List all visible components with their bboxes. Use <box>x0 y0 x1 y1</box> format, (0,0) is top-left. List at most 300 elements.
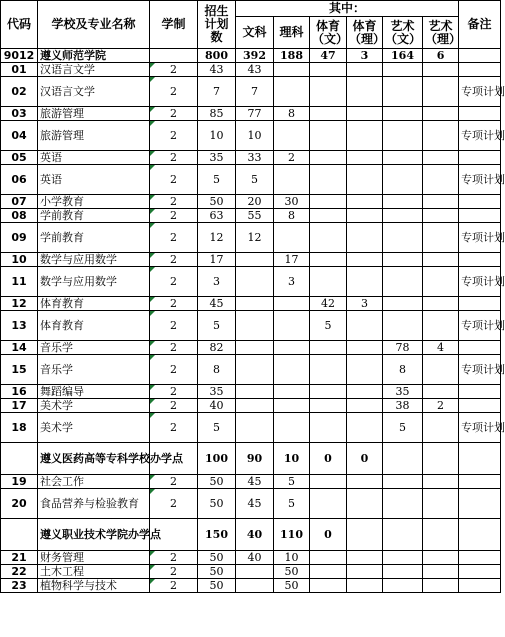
code-cell: 02 <box>1 77 38 107</box>
yishu-li-cell <box>423 579 459 593</box>
tiyu-wen-cell <box>310 165 347 195</box>
yishu-wen-cell <box>383 475 423 489</box>
code-cell: 09 <box>1 223 38 253</box>
like-cell: 3 <box>274 267 310 297</box>
yishu-wen-cell <box>383 551 423 565</box>
header-school-major: 学校及专业名称 <box>38 1 150 49</box>
tiyu-li-cell: 3 <box>347 297 383 311</box>
plan-cell: 8 <box>198 355 236 385</box>
header-code: 代码 <box>1 1 38 49</box>
yishu-li-cell: 4 <box>423 341 459 355</box>
name-cell: 美术学 <box>38 413 150 443</box>
like-cell: 30 <box>274 195 310 209</box>
name-cell: 英语 <box>38 165 150 195</box>
header-yishu-wen: 艺术（文） <box>383 17 423 49</box>
table-row <box>1 151 501 165</box>
plan-cell: 45 <box>198 297 236 311</box>
yishu-li-cell <box>423 297 459 311</box>
yishu-li-cell <box>423 63 459 77</box>
wenke-cell <box>236 413 274 443</box>
name-cell: 遵义医药高等专科学校办学点 <box>38 443 150 475</box>
name-cell: 体育教育 <box>38 297 150 311</box>
name-cell: 舞蹈编导 <box>38 385 150 399</box>
yishu-wen-cell: 164 <box>383 49 423 63</box>
name-cell: 食品营养与检验教育 <box>38 489 150 519</box>
plan-cell: 50 <box>198 579 236 593</box>
tiyu-wen-cell <box>310 413 347 443</box>
duration-cell: 2 <box>150 77 198 107</box>
tiyu-li-cell <box>347 355 383 385</box>
table-row <box>1 77 501 107</box>
code-cell: 11 <box>1 267 38 297</box>
name-cell: 体育教育 <box>38 311 150 341</box>
tiyu-wen-cell <box>310 209 347 223</box>
code-cell: 13 <box>1 311 38 341</box>
duration-cell: 2 <box>150 165 198 195</box>
code-cell <box>1 443 38 475</box>
like-cell: 8 <box>274 209 310 223</box>
code-cell: 01 <box>1 63 38 77</box>
header-among: 其中： <box>236 1 459 17</box>
like-cell <box>274 355 310 385</box>
table-row <box>1 253 501 267</box>
wenke-cell: 43 <box>236 63 274 77</box>
plan-cell: 17 <box>198 253 236 267</box>
tiyu-wen-cell <box>310 579 347 593</box>
yishu-li-cell <box>423 77 459 107</box>
yishu-li-cell <box>423 223 459 253</box>
duration-cell: 2 <box>150 311 198 341</box>
tiyu-li-cell <box>347 311 383 341</box>
name-cell: 社会工作 <box>38 475 150 489</box>
remark-cell: 专项计划 <box>459 223 501 253</box>
remark-cell: 专项计划 <box>459 311 501 341</box>
remark-cell <box>459 107 501 121</box>
tiyu-wen-cell <box>310 565 347 579</box>
code-cell: 22 <box>1 565 38 579</box>
yishu-li-cell <box>423 385 459 399</box>
yishu-li-cell <box>423 311 459 341</box>
yishu-li-cell <box>423 151 459 165</box>
duration-cell: 2 <box>150 551 198 565</box>
plan-cell: 50 <box>198 551 236 565</box>
table-row <box>1 311 501 341</box>
yishu-li-cell <box>423 413 459 443</box>
yishu-wen-cell <box>383 63 423 77</box>
code-cell: 07 <box>1 195 38 209</box>
tiyu-li-cell <box>347 475 383 489</box>
code-cell: 19 <box>1 475 38 489</box>
name-cell: 美术学 <box>38 399 150 413</box>
remark-cell: 专项计划 <box>459 165 501 195</box>
name-cell: 英语 <box>38 151 150 165</box>
yishu-wen-cell <box>383 195 423 209</box>
like-cell: 17 <box>274 253 310 267</box>
yishu-li-cell <box>423 165 459 195</box>
name-cell: 植物科学与技术 <box>38 579 150 593</box>
remark-cell <box>459 579 501 593</box>
plan-cell: 35 <box>198 385 236 399</box>
name-cell: 汉语言文学 <box>38 63 150 77</box>
tiyu-li-cell <box>347 489 383 519</box>
plan-cell: 5 <box>198 311 236 341</box>
like-cell: 50 <box>274 565 310 579</box>
tiyu-li-cell <box>347 209 383 223</box>
tiyu-li-cell <box>347 165 383 195</box>
plan-cell: 5 <box>198 165 236 195</box>
yishu-wen-cell <box>383 151 423 165</box>
school-row <box>1 49 501 63</box>
duration-cell: 2 <box>150 151 198 165</box>
yishu-li-cell: 2 <box>423 399 459 413</box>
table-row <box>1 489 501 519</box>
like-cell: 5 <box>274 489 310 519</box>
yishu-li-cell <box>423 489 459 519</box>
duration-cell: 2 <box>150 489 198 519</box>
yishu-wen-cell <box>383 311 423 341</box>
table-row <box>1 223 501 253</box>
tiyu-li-cell <box>347 63 383 77</box>
tiyu-wen-cell: 47 <box>310 49 347 63</box>
like-cell <box>274 413 310 443</box>
name-cell: 旅游管理 <box>38 107 150 121</box>
wenke-cell <box>236 565 274 579</box>
remark-cell <box>459 551 501 565</box>
remark-cell <box>459 195 501 209</box>
remark-cell <box>459 49 501 63</box>
duration-cell: 2 <box>150 267 198 297</box>
wenke-cell <box>236 341 274 355</box>
tiyu-wen-cell <box>310 551 347 565</box>
yishu-wen-cell <box>383 209 423 223</box>
table-row <box>1 63 501 77</box>
code-cell: 08 <box>1 209 38 223</box>
table-body <box>1 49 505 593</box>
duration-cell: 2 <box>150 223 198 253</box>
like-cell: 110 <box>274 519 310 551</box>
name-cell: 财务管理 <box>38 551 150 565</box>
yishu-wen-cell <box>383 267 423 297</box>
duration-cell: 2 <box>150 121 198 151</box>
name-cell: 汉语言文学 <box>38 77 150 107</box>
tiyu-li-cell <box>347 107 383 121</box>
duration-cell: 2 <box>150 297 198 311</box>
yishu-wen-cell <box>383 579 423 593</box>
code-cell: 12 <box>1 297 38 311</box>
code-cell: 20 <box>1 489 38 519</box>
yishu-wen-cell <box>383 77 423 107</box>
tiyu-li-cell <box>347 223 383 253</box>
duration-cell: 2 <box>150 399 198 413</box>
tiyu-li-cell <box>347 77 383 107</box>
remark-cell <box>459 519 501 551</box>
tiyu-wen-cell <box>310 63 347 77</box>
header-like: 理科 <box>274 17 310 49</box>
duration-cell: 2 <box>150 385 198 399</box>
code-cell: 21 <box>1 551 38 565</box>
plan-cell: 82 <box>198 341 236 355</box>
name-cell: 数学与应用数学 <box>38 267 150 297</box>
yishu-wen-cell: 35 <box>383 385 423 399</box>
like-cell: 50 <box>274 579 310 593</box>
like-cell <box>274 165 310 195</box>
like-cell: 10 <box>274 443 310 475</box>
yishu-wen-cell <box>383 565 423 579</box>
code-cell <box>1 519 38 551</box>
tiyu-li-cell: 3 <box>347 49 383 63</box>
header-wenke: 文科 <box>236 17 274 49</box>
wenke-cell: 392 <box>236 49 274 63</box>
table-header <box>1 1 501 49</box>
yishu-wen-cell <box>383 107 423 121</box>
tiyu-wen-cell: 0 <box>310 443 347 475</box>
remark-cell <box>459 253 501 267</box>
like-cell <box>274 399 310 413</box>
remark-cell: 专项计划 <box>459 355 501 385</box>
tiyu-li-cell <box>347 385 383 399</box>
code-cell: 16 <box>1 385 38 399</box>
remark-cell <box>459 475 501 489</box>
tiyu-wen-cell <box>310 223 347 253</box>
plan-cell: 43 <box>198 63 236 77</box>
tiyu-wen-cell <box>310 195 347 209</box>
header-yishu-li: 艺术（理） <box>423 17 459 49</box>
plan-cell: 50 <box>198 489 236 519</box>
tiyu-wen-cell <box>310 77 347 107</box>
plan-cell: 40 <box>198 399 236 413</box>
table-row <box>1 355 501 385</box>
plan-cell: 7 <box>198 77 236 107</box>
like-cell: 5 <box>274 475 310 489</box>
tiyu-wen-cell: 5 <box>310 311 347 341</box>
wenke-cell: 77 <box>236 107 274 121</box>
tiyu-wen-cell <box>310 355 347 385</box>
yishu-wen-cell: 38 <box>383 399 423 413</box>
remark-cell: 专项计划 <box>459 267 501 297</box>
yishu-wen-cell: 78 <box>383 341 423 355</box>
code-cell: 14 <box>1 341 38 355</box>
duration-cell: 2 <box>150 413 198 443</box>
code-cell: 9012 <box>1 49 38 63</box>
wenke-cell: 10 <box>236 121 274 151</box>
like-cell <box>274 77 310 107</box>
remark-cell: 专项计划 <box>459 77 501 107</box>
yishu-wen-cell <box>383 253 423 267</box>
remark-cell <box>459 399 501 413</box>
wenke-cell <box>236 385 274 399</box>
wenke-cell: 55 <box>236 209 274 223</box>
name-cell: 音乐学 <box>38 341 150 355</box>
remark-cell <box>459 341 501 355</box>
code-cell: 06 <box>1 165 38 195</box>
tiyu-li-cell <box>347 519 383 551</box>
plan-cell: 50 <box>198 195 236 209</box>
wenke-cell: 45 <box>236 489 274 519</box>
table-row <box>1 165 501 195</box>
wenke-cell: 7 <box>236 77 274 107</box>
wenke-cell: 12 <box>236 223 274 253</box>
table-row <box>1 195 501 209</box>
duration-cell: 2 <box>150 253 198 267</box>
remark-cell <box>459 385 501 399</box>
duration-cell: 2 <box>150 107 198 121</box>
wenke-cell <box>236 253 274 267</box>
like-cell: 188 <box>274 49 310 63</box>
plan-cell: 50 <box>198 565 236 579</box>
code-cell: 03 <box>1 107 38 121</box>
name-cell: 土木工程 <box>38 565 150 579</box>
yishu-wen-cell <box>383 489 423 519</box>
remark-cell <box>459 209 501 223</box>
name-cell: 遵义师范学院 <box>38 49 150 63</box>
tiyu-wen-cell <box>310 253 347 267</box>
like-cell <box>274 121 310 151</box>
yishu-li-cell <box>423 475 459 489</box>
table-row <box>1 475 501 489</box>
tiyu-wen-cell <box>310 341 347 355</box>
name-cell: 旅游管理 <box>38 121 150 151</box>
tiyu-li-cell <box>347 579 383 593</box>
duration-cell <box>150 49 198 63</box>
table-row <box>1 551 501 565</box>
like-cell <box>274 297 310 311</box>
wenke-cell <box>236 579 274 593</box>
tiyu-wen-cell <box>310 151 347 165</box>
plan-cell: 150 <box>198 519 236 551</box>
yishu-li-cell: 6 <box>423 49 459 63</box>
name-cell: 学前教育 <box>38 209 150 223</box>
yishu-wen-cell <box>383 297 423 311</box>
code-cell: 15 <box>1 355 38 385</box>
plan-cell: 10 <box>198 121 236 151</box>
name-cell: 音乐学 <box>38 355 150 385</box>
plan-cell: 100 <box>198 443 236 475</box>
yishu-li-cell <box>423 107 459 121</box>
tiyu-li-cell <box>347 565 383 579</box>
like-cell <box>274 341 310 355</box>
tiyu-wen-cell: 42 <box>310 297 347 311</box>
table-row <box>1 107 501 121</box>
yishu-li-cell <box>423 209 459 223</box>
table-row <box>1 209 501 223</box>
wenke-cell: 5 <box>236 165 274 195</box>
yishu-li-cell <box>423 195 459 209</box>
like-cell <box>274 63 310 77</box>
wenke-cell: 20 <box>236 195 274 209</box>
table-row <box>1 297 501 311</box>
yishu-wen-cell <box>383 443 423 475</box>
code-cell: 10 <box>1 253 38 267</box>
tiyu-wen-cell <box>310 385 347 399</box>
tiyu-li-cell: 0 <box>347 443 383 475</box>
wenke-cell <box>236 355 274 385</box>
table-row <box>1 385 501 399</box>
yishu-li-cell <box>423 519 459 551</box>
plan-cell: 12 <box>198 223 236 253</box>
school-row <box>1 443 501 475</box>
tiyu-wen-cell <box>310 121 347 151</box>
table-row <box>1 341 501 355</box>
remark-cell <box>459 297 501 311</box>
remark-cell <box>459 151 501 165</box>
header-plan: 招生计划数 <box>198 1 236 49</box>
table-row <box>1 267 501 297</box>
like-cell: 2 <box>274 151 310 165</box>
plan-cell: 63 <box>198 209 236 223</box>
code-cell: 18 <box>1 413 38 443</box>
wenke-cell: 40 <box>236 551 274 565</box>
yishu-wen-cell: 8 <box>383 355 423 385</box>
code-cell: 23 <box>1 579 38 593</box>
duration-cell: 2 <box>150 475 198 489</box>
tiyu-li-cell <box>347 267 383 297</box>
wenke-cell: 40 <box>236 519 274 551</box>
code-cell: 17 <box>1 399 38 413</box>
duration-cell: 2 <box>150 355 198 385</box>
yishu-li-cell <box>423 443 459 475</box>
wenke-cell <box>236 297 274 311</box>
duration-cell: 2 <box>150 195 198 209</box>
duration-cell: 2 <box>150 341 198 355</box>
yishu-li-cell <box>423 551 459 565</box>
yishu-li-cell <box>423 355 459 385</box>
code-cell: 04 <box>1 121 38 151</box>
tiyu-wen-cell: 0 <box>310 519 347 551</box>
yishu-wen-cell <box>383 223 423 253</box>
plan-cell: 35 <box>198 151 236 165</box>
like-cell <box>274 385 310 399</box>
wenke-cell <box>236 267 274 297</box>
school-row <box>1 519 501 551</box>
yishu-wen-cell: 5 <box>383 413 423 443</box>
like-cell <box>274 311 310 341</box>
tiyu-li-cell <box>347 151 383 165</box>
table-row <box>1 121 501 151</box>
table-row <box>1 413 501 443</box>
remark-cell <box>459 63 501 77</box>
table-row <box>1 565 501 579</box>
tiyu-wen-cell <box>310 399 347 413</box>
tiyu-li-cell <box>347 253 383 267</box>
header-remark: 备注 <box>459 1 501 49</box>
remark-cell <box>459 565 501 579</box>
like-cell: 10 <box>274 551 310 565</box>
yishu-wen-cell <box>383 121 423 151</box>
plan-cell: 50 <box>198 475 236 489</box>
wenke-cell: 33 <box>236 151 274 165</box>
header-duration: 学制 <box>150 1 198 49</box>
yishu-wen-cell <box>383 519 423 551</box>
yishu-wen-cell <box>383 165 423 195</box>
tiyu-li-cell <box>347 341 383 355</box>
name-cell: 小学教育 <box>38 195 150 209</box>
yishu-li-cell <box>423 253 459 267</box>
duration-cell: 2 <box>150 565 198 579</box>
duration-cell: 2 <box>150 209 198 223</box>
plan-cell: 800 <box>198 49 236 63</box>
remark-cell <box>459 489 501 519</box>
name-cell: 遵义职业技术学院办学点 <box>38 519 150 551</box>
tiyu-wen-cell <box>310 267 347 297</box>
header-tiyu-li: 体育（理） <box>347 17 383 49</box>
tiyu-wen-cell <box>310 489 347 519</box>
remark-cell: 专项计划 <box>459 121 501 151</box>
duration-cell: 2 <box>150 579 198 593</box>
tiyu-li-cell <box>347 121 383 151</box>
tiyu-wen-cell <box>310 475 347 489</box>
remark-cell: 专项计划 <box>459 413 501 443</box>
table-row <box>1 579 501 593</box>
